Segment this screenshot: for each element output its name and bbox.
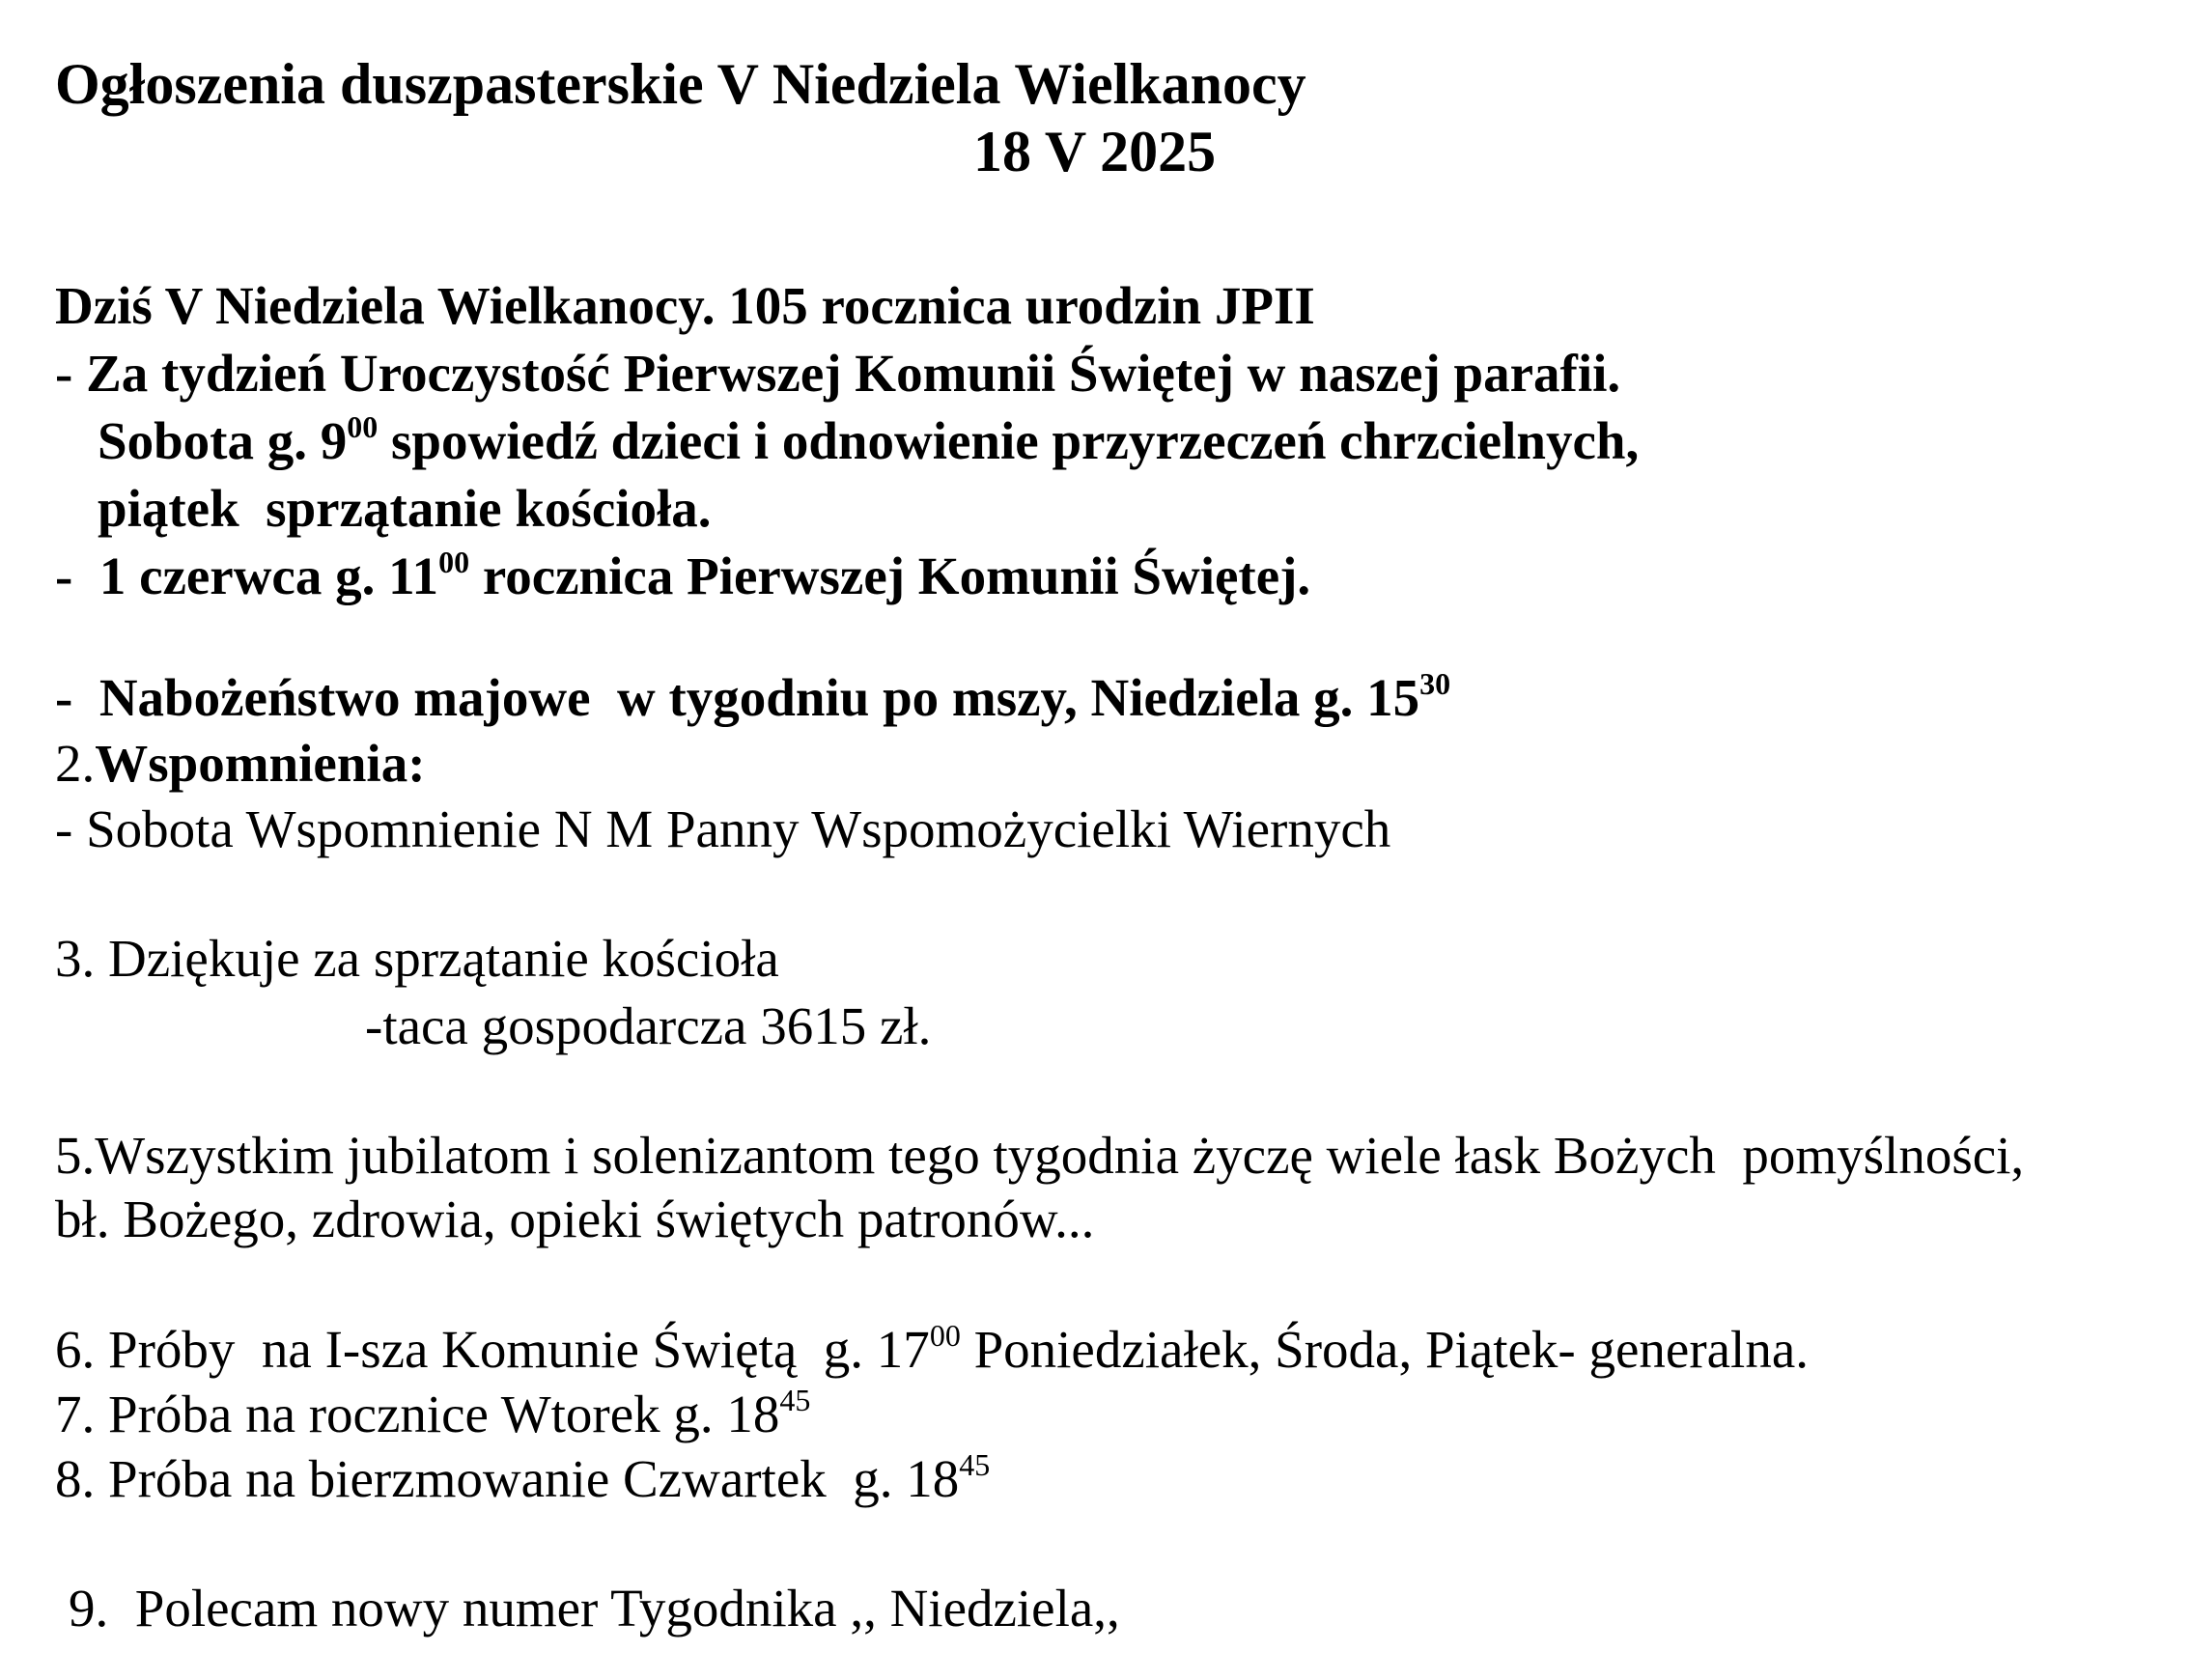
saturday-text: Sobota g. 9: [98, 411, 348, 470]
wishes-line-1: 5.Wszystkim jubilatom i solenizantom tego tygodnia życzę wiele łask Bożych pomyślności,: [55, 1126, 2025, 1185]
memorial-item: - Sobota Wspomnienie N M Panny Wspomożycielki Wiernych: [55, 799, 1391, 858]
communion-rehearsals: [55, 1318, 1809, 1382]
confirmation-rehearsal-text: 8. Próba na bierzmowanie Czwartek g. 18: [55, 1449, 960, 1508]
confirmation-rehearsal-minutes: 45: [959, 1447, 991, 1482]
page-title: Ogłoszenia duszpasterskie V Niedziela Wielkanocy: [55, 52, 1306, 116]
thanks-line: 3. Dziękuje za sprzątanie kościoła: [55, 929, 779, 988]
rehearsals-text-rest: Poniedziałek, Środa, Piątek- generalna.: [960, 1320, 1809, 1379]
rehearsals-time-minutes: 00: [929, 1318, 961, 1353]
anniversary-text-rest: rocznica Pierwszej Komunii Świętej.: [469, 546, 1311, 605]
memorials-number: 2.: [55, 734, 96, 793]
memorials-heading: [55, 732, 426, 796]
anniversary-time-minutes: 00: [438, 545, 470, 579]
collection-line: -taca gospodarcza 3615 zł.: [365, 996, 932, 1055]
saturday-text-rest: spowiedź dzieci i odnowienie przyrzeczeń chrzcielnych,: [378, 411, 1640, 470]
intro-line: Dziś V Niedziela Wielkanocy. 105 rocznica urodzin JPII: [55, 276, 1315, 335]
rehearsals-text: 6. Próby na I-sza Komunie Świętą g. 17: [55, 1320, 930, 1379]
anniversary-text: - 1 czerwca g. 11: [55, 546, 439, 605]
anniversary-rehearsal-minutes: 45: [779, 1383, 811, 1417]
confirmation-rehearsal: [55, 1447, 990, 1511]
magazine-recommendation: 9. Polecam nowy numer Tygodnika ,, Niedziela,,: [69, 1579, 1120, 1638]
page-date: 18 V 2025: [973, 120, 1217, 183]
saturday-time-minutes: 00: [347, 409, 379, 444]
anniversary-rehearsal-text: 7. Próba na rocznice Wtorek g. 18: [55, 1385, 780, 1443]
saturday-confession: [98, 409, 1639, 473]
may-service-text: - Nabożeństwo majowe w tygodniu po mszy, Niedziela g. 15: [55, 668, 1420, 727]
friday-cleaning: piątek sprzątanie kościoła.: [98, 479, 712, 538]
may-service: [55, 666, 1450, 730]
wishes-line-2: bł. Bożego, zdrowia, opieki świętych patronów...: [55, 1190, 1095, 1248]
may-service-time-minutes: 30: [1419, 666, 1451, 701]
communion-anniversary: [55, 545, 1310, 608]
communion-announcement: - Za tydzień Uroczystość Pierwszej Komunii Świętej w naszej parafii.: [55, 344, 1621, 403]
anniversary-rehearsal: [55, 1383, 810, 1446]
memorials-label: Wspomnienia:: [95, 734, 426, 793]
